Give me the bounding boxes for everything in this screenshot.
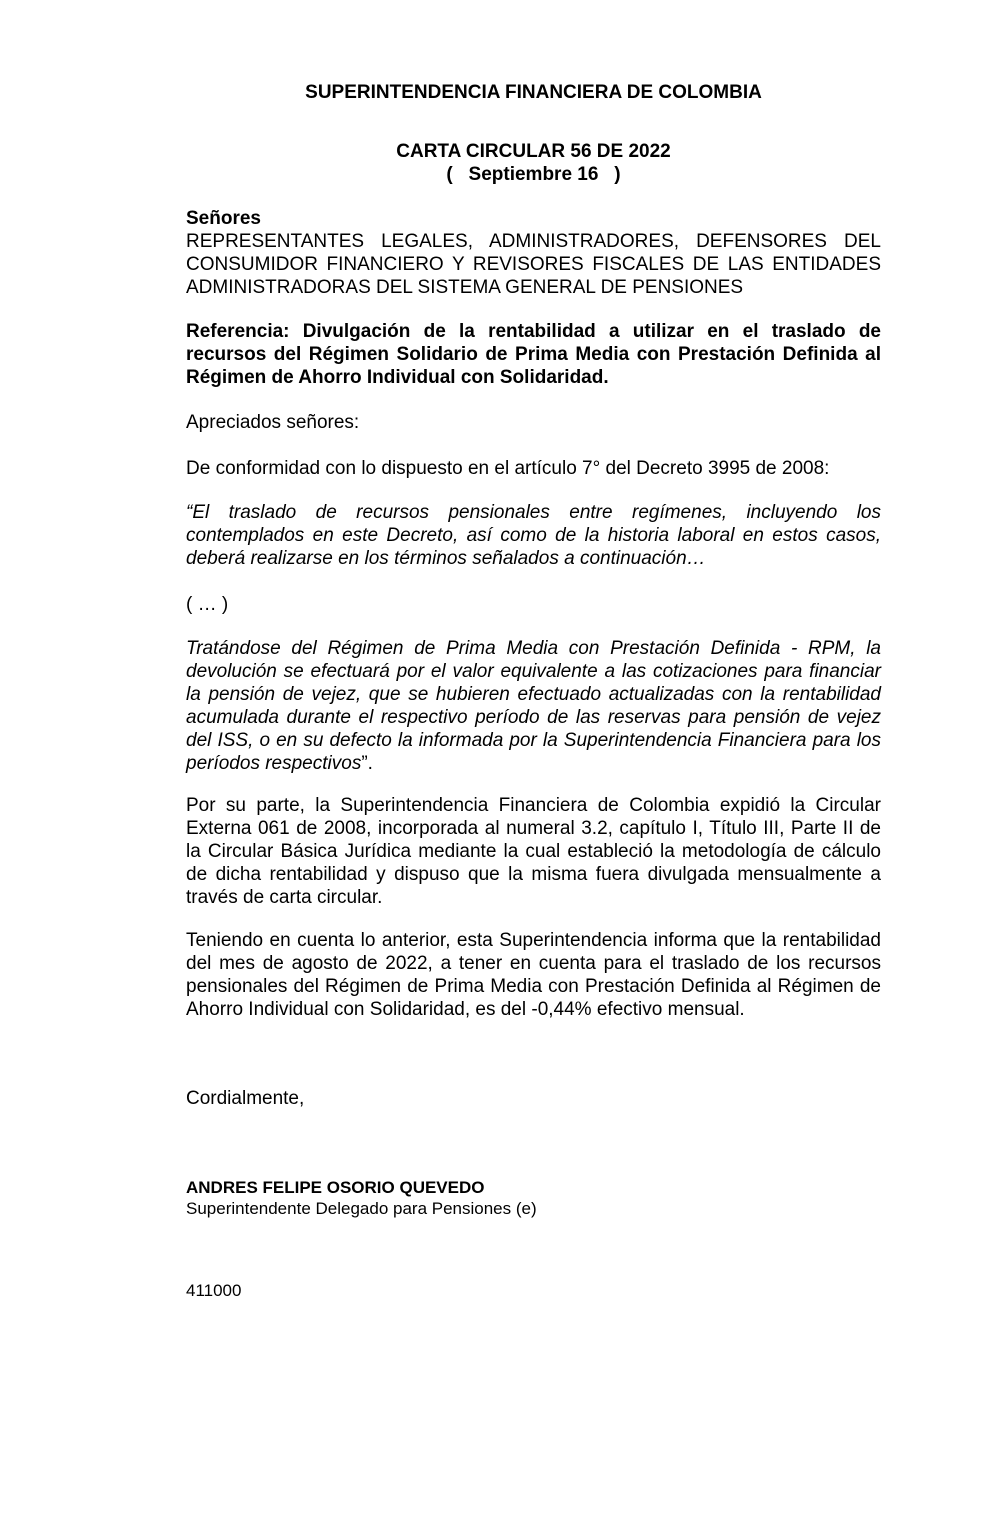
reference-line: Referencia: Divulgación de la rentabilidad a utilizar en el traslado de recursos del Régimen Solidario de Prima Media con Prestación Definida al Régimen de Ahorro Individual con Solidaridad. [186, 321, 881, 388]
reference-code: 411000 [186, 1281, 242, 1300]
intro-paragraph: De conformidad con lo dispuesto en el artículo 7° del Decreto 3995 de 2008: [186, 458, 830, 479]
signatory-name: ANDRES FELIPE OSORIO QUEVEDO [186, 1178, 485, 1197]
decree-quote-2-text: Tratándose del Régimen de Prima Media con Prestación Definida - RPM, la devolución se efectuará por el valor equivalente a las cotizaciones para financiar la pensión de vejez, que se hubieren efectuado actualizadas con la rentabilidad acumulada durante el respectivo período de las reservas para pensión de vejez del ISS, o en su defecto la informada por la Superintendencia Financiera para los períodos respectivos [186, 638, 881, 774]
decree-quote-2 [186, 637, 881, 775]
circular-title: CARTA CIRCULAR 56 DE 2022 [396, 141, 671, 162]
letter-page [186, 0, 881, 1529]
body-paragraph-1: Por su parte, la Superintendencia Financiera de Colombia expidió la Circular Externa 061 de 2008, incorporada al numeral 3.2, capítulo I, Título III, Parte II de la Circular Básica Jurídica mediante la cual estableció la metodología de cálculo de dicha rentabilidad y dispuso que la misma fuera divulgada mensualmente a través de carta circular. [186, 795, 881, 908]
decree-quote-2-end: ”. [361, 753, 373, 774]
quote-ellipsis: ( … ) [186, 594, 229, 615]
body-paragraph-2: Teniendo en cuenta lo anterior, esta Superintendencia informa que la rentabilidad del mes de agosto de 2022, a tener en cuenta para el traslado de los recursos pensionales del Régimen de Prima Media con Prestación Definida al Régimen de Ahorro Individual con Solidaridad, es del -0,44% efectivo mensual. [186, 930, 881, 1020]
institution-header: SUPERINTENDENCIA FINANCIERA DE COLOMBIA [305, 82, 762, 103]
decree-quote-1: “El traslado de recursos pensionales entre regímenes, incluyendo los contemplados en este Decreto, así como de la historia laboral en estos casos, deberá realizarse en los términos señalados a continuación… [186, 502, 881, 569]
circular-date: ( Septiembre 16 ) [446, 164, 621, 185]
closing: Cordialmente, [186, 1088, 305, 1109]
greeting: Apreciados señores: [186, 412, 360, 433]
signatory-position: Superintendente Delegado para Pensiones (e) [186, 1199, 537, 1218]
salutation-heading: Señores [186, 208, 261, 229]
recipients-block: REPRESENTANTES LEGALES, ADMINISTRADORES, DEFENSORES DEL CONSUMIDOR FINANCIERO Y REVISORES FISCALES DE LAS ENTIDADES ADMINISTRADORAS DEL SISTEMA GENERAL DE PENSIONES [186, 231, 881, 298]
